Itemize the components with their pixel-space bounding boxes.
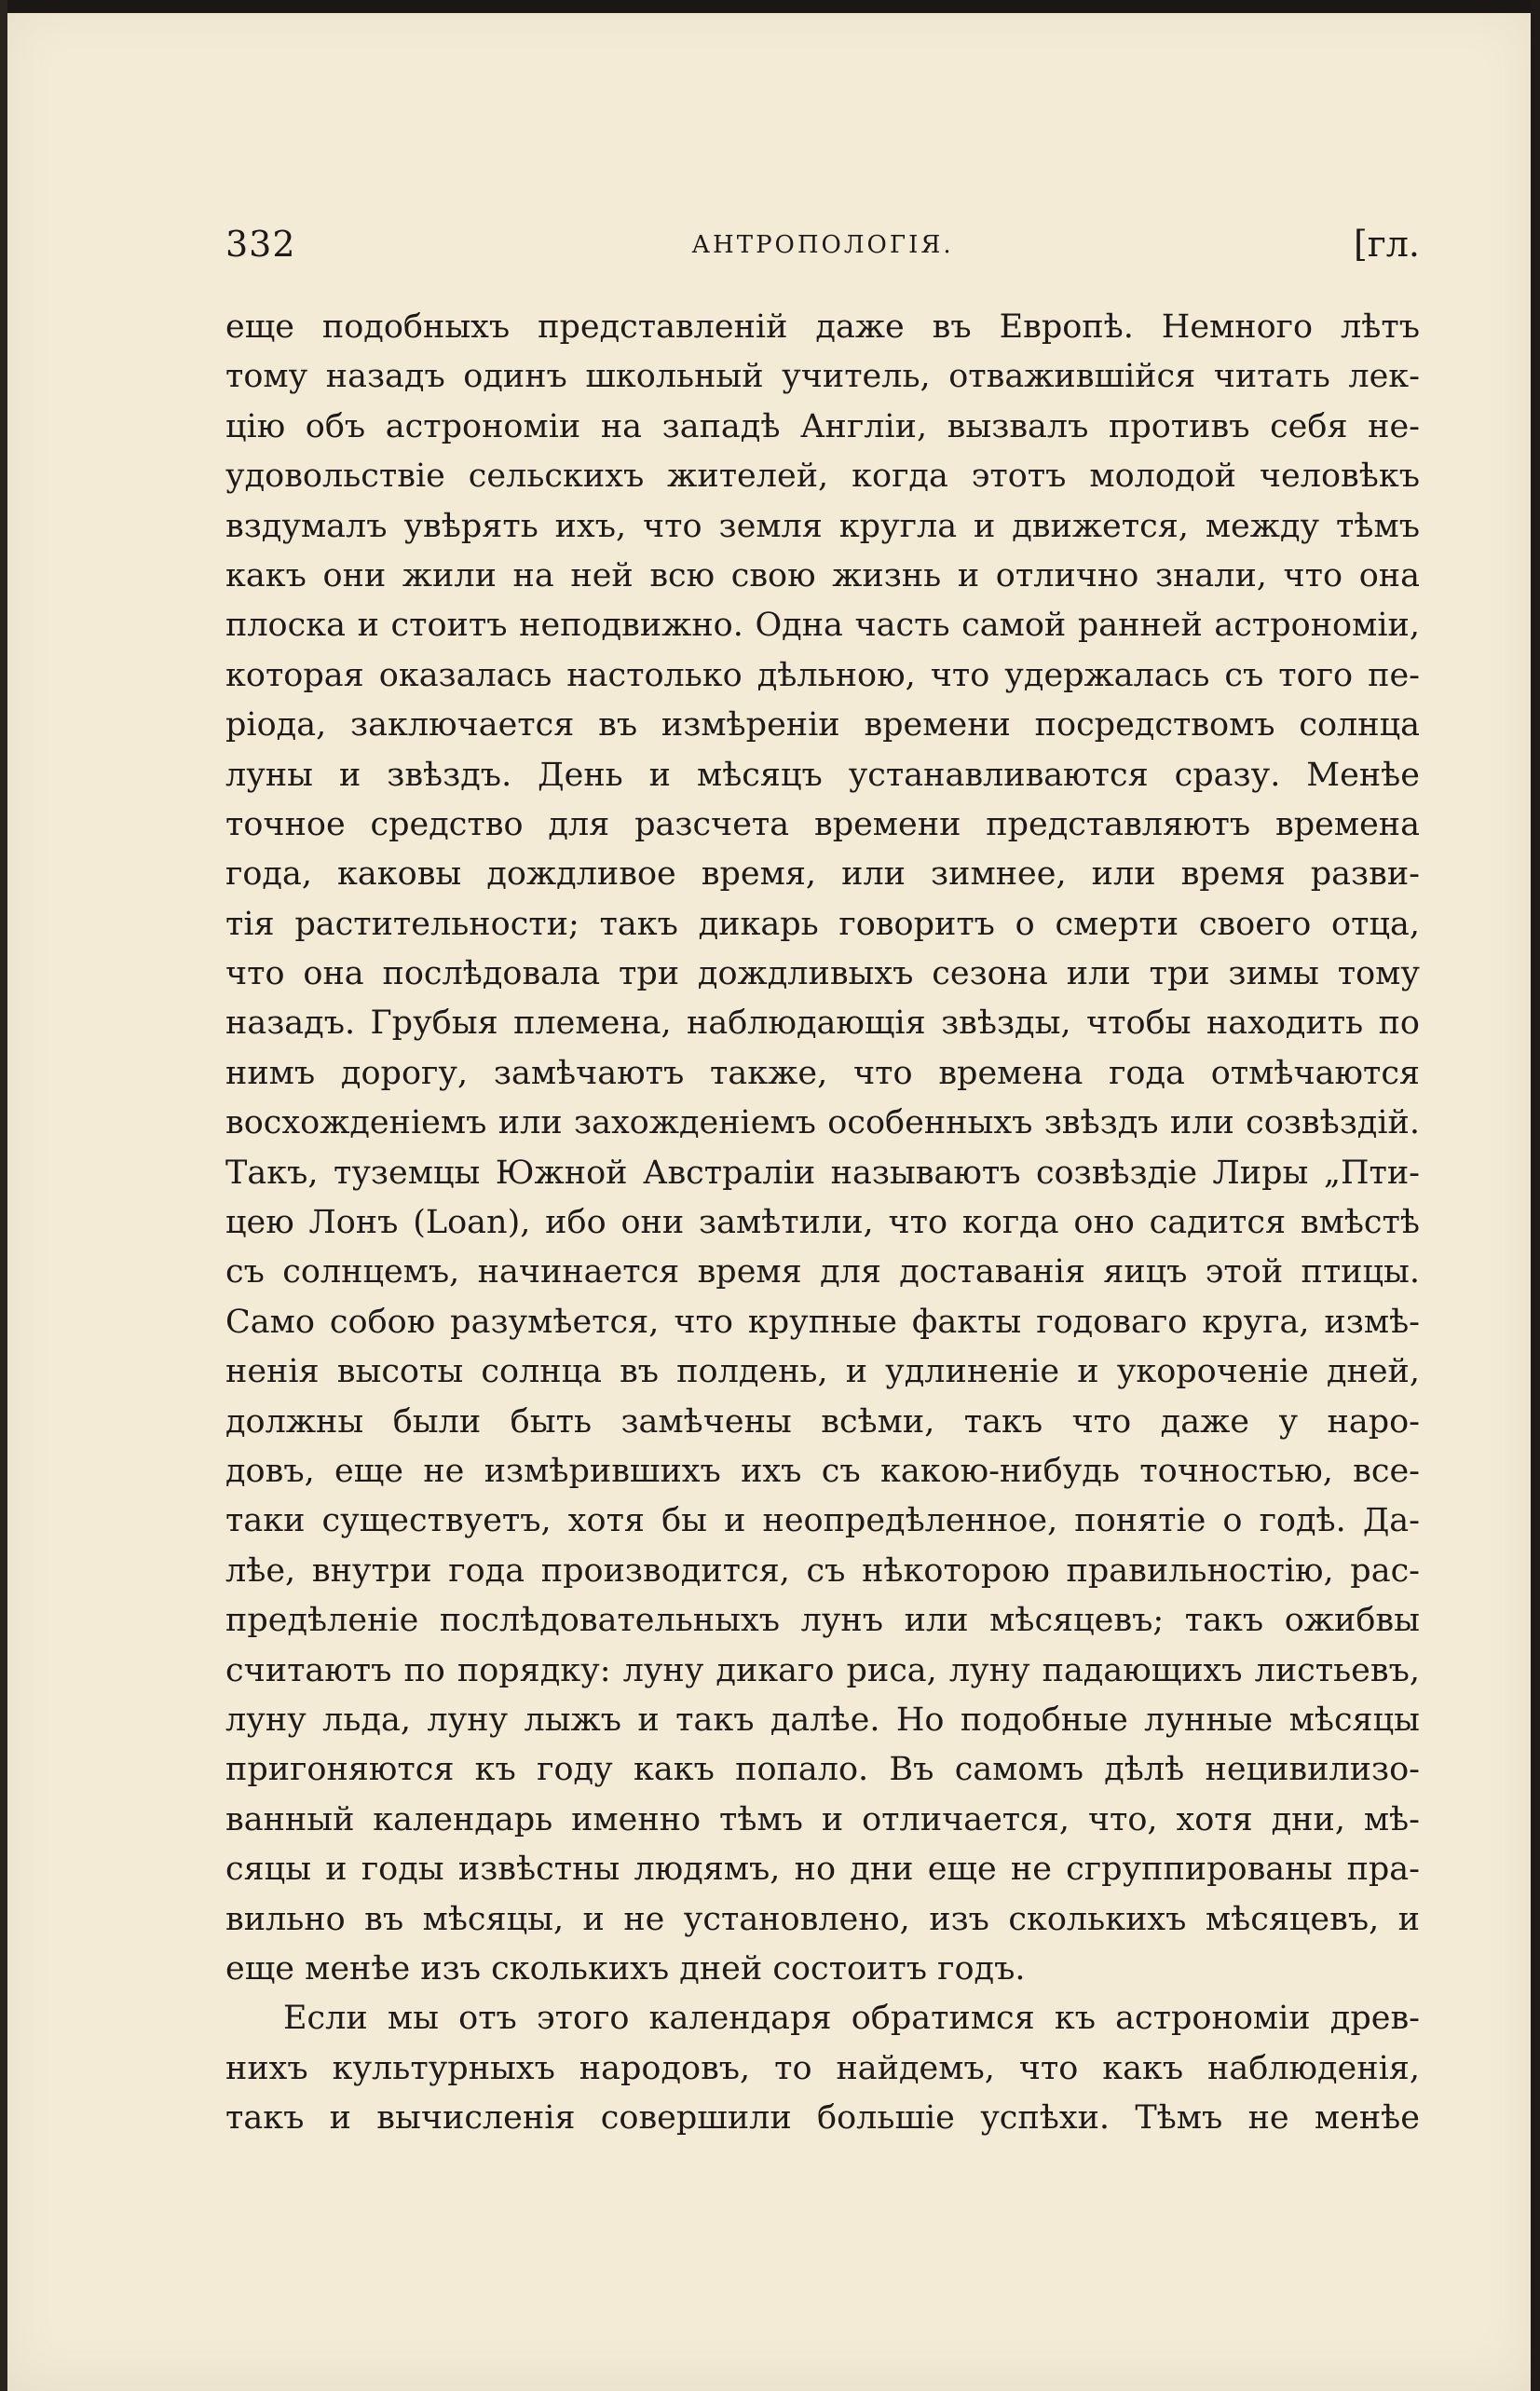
text-line: лѣе, внутри года производится, съ нѣкоторою правильностiю, рас- [225,1551,1420,1590]
scan-top-edge [0,0,1540,13]
text-line: луны и звѣздъ. День и мѣсяцъ устанавливаются сразу. Менѣе [225,756,1420,794]
text-line: Само собою разумѣется, что крупные факты годоваго круга, измѣ- [225,1303,1420,1341]
text-line: довъ, еще не измѣрившихъ ихъ съ какою-нибудь точностью, все- [225,1452,1420,1490]
text-line: таки существуетъ, хотя бы и неопредѣленное, понятiе о годѣ. Да- [225,1502,1420,1540]
text-line: которая оказалась настолько дѣльною, что удержалась съ того пе- [225,656,1420,694]
text-line: съ солнцемъ, начинается время для доставанiя яицъ этой птицы. [225,1253,1420,1291]
text-line: вздумалъ увѣрять ихъ, что земля кругла и движется, между тѣмъ [225,507,1420,545]
text-line: вильно въ мѣсяцы, и не установлено, изъ сколькихъ мѣсяцевъ, и [225,1900,1420,1938]
text-line: нимъ дорогу, замѣчаютъ также, что времена года отмѣчаются [225,1054,1420,1092]
text-line: назадъ. Грубыя племена, наблюдающiя звѣзды, чтобы находить по [225,1004,1420,1043]
running-title: АНТРОПОЛОГIЯ. [691,231,954,259]
text-line: рiода, заключается въ измѣренiи времени посредствомъ солнца [225,706,1420,745]
text-line: удовольствiе сельскихъ жителей, когда этотъ молодой человѣкъ [225,458,1420,496]
text-line: тiя растительности; такъ дикарь говоритъ о смерти своего отца, [225,905,1420,943]
text-line: цею Лонъ (Loan), ибо они замѣтили, что когда оно садится вмѣстѣ [225,1204,1420,1242]
paragraph-end-line: еще менѣе изъ сколькихъ дней состоитъ годъ. [225,1949,1026,1988]
text-line: сяцы и годы извѣстны людямъ, но дни еще не сгруппированы пра- [225,1851,1420,1889]
page-number: 332 [225,224,296,265]
scan-left-edge [0,0,7,2391]
text-line: ненiя высоты солнца въ полдень, и удлиненiе и укороченiе дней, [225,1353,1420,1391]
scan-right-edge [1531,0,1540,2391]
text-line: Такъ, туземцы Южной Австралiи называютъ созвѣздiе Лиры „Пти- [225,1154,1420,1192]
text-line: года, каковы дождливое время, или зимнее, или время разви- [225,855,1420,894]
text-line: пригоняются къ году какъ попало. Въ самомъ дѣлѣ нецивилизо- [225,1751,1420,1789]
text-line: точное средство для разсчета времени представляютъ времена [225,805,1420,843]
text-line: предѣленiе послѣдовательныхъ лунъ или мѣсяцевъ; такъ ожибвы [225,1602,1420,1640]
body-text [225,303,1420,2143]
text-line: нихъ культурныхъ народовъ, то найдемъ, что какъ наблюденiя, [225,2049,1420,2087]
text-line: считаютъ по порядку: луну дикаго риса, луну падающихъ листьевъ, [225,1651,1420,1689]
text-line: плоска и стоитъ неподвижно. Одна часть самой ранней астрономiи, [225,607,1420,645]
text-line: ванный календарь именно тѣмъ и отличается, что, хотя дни, мѣ- [225,1800,1420,1838]
text-line: луну льда, луну лыжъ и такъ далѣе. Но подобные лунные мѣсяцы [225,1701,1420,1739]
text-line: тому назадъ одинъ школьный учитель, отважившiйся читать лек- [225,358,1420,396]
text-line: такъ и вычисленiя совершили большiе успѣхи. Тѣмъ не менѣе [225,2099,1420,2138]
paragraph-start-line: Если мы отъ этого календаря обратимся къ астрономiи древ- [283,2000,1420,2038]
text-line: цiю объ астрономiи на западѣ Англiи, вызвалъ противъ себя не- [225,407,1420,445]
page-header [225,224,1420,280]
chapter-reference: [гл. [1354,224,1420,265]
text-line: какъ они жили на ней всю свою жизнь и отлично знали, что она [225,556,1420,594]
text-line: восхожденiемъ или захожденiемъ особенныхъ звѣздъ или созвѣздiй. [225,1104,1420,1142]
text-line: должны были быть замѣчены всѣми, такъ что даже у наро- [225,1402,1420,1441]
text-line: еще подобныхъ представленiй даже въ Европѣ. Немного лѣтъ [225,308,1420,346]
text-line: что она послѣдовала три дождливыхъ сезона или три зимы тому [225,955,1420,993]
